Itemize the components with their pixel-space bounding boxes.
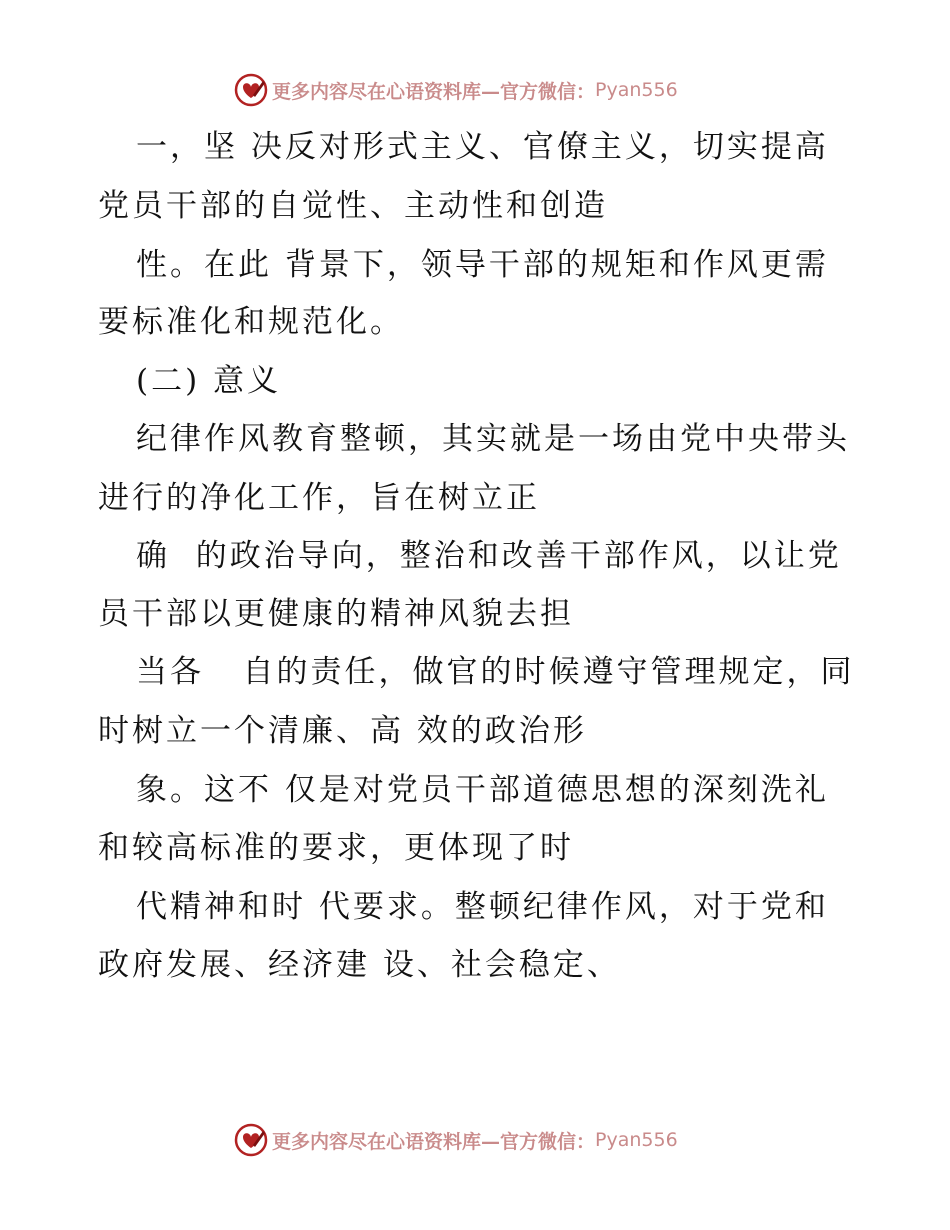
header-banner [234, 72, 678, 108]
paragraph-line: 当各 自的责任，做官的时候遵守管理规定，同 [136, 654, 855, 690]
section-heading: (二) 意义 [136, 363, 282, 399]
paragraph-line: 员干部以更健康的精神风貌去担 [98, 596, 574, 632]
paragraph-line: 象。这不 仅是对党员干部道德思想的深刻洗礼 [136, 772, 829, 808]
paragraph-line: 政府发展、经济建 设、社会稳定、 [98, 947, 621, 983]
paragraph-line: 时树立一个清廉、高 效的政治形 [98, 713, 587, 749]
header-wechat-id: Pyan556 [595, 79, 678, 101]
paragraph-line: 党员干部的自觉性、主动性和创造 [98, 188, 608, 224]
footer-banner [234, 1122, 678, 1158]
header-banner-text: 更多内容尽在心语资料库—官方微信： [272, 80, 596, 103]
footer-banner-text: 更多内容尽在心语资料库—官方微信： [272, 1130, 596, 1153]
footer-wechat-id: Pyan556 [595, 1129, 678, 1151]
heart-pen-logo-icon [234, 73, 268, 107]
paragraph-line: 代精神和时 代要求。整顿纪律作风，对于党和 [136, 889, 829, 925]
paragraph-line: 确 的政治导向，整治和改善干部作风，以让党 [136, 538, 842, 574]
paragraph-line: 进行的净化工作，旨在树立正 [98, 480, 540, 516]
heart-pen-logo-icon [234, 1123, 268, 1157]
paragraph-line: 一，坚 决反对形式主义、官僚主义，切实提高 [136, 129, 829, 165]
paragraph-line: 要标准化和规范化。 [98, 304, 404, 340]
paragraph-line: 纪律作风教育整顿，其实就是一场由党中央带头 [136, 421, 850, 457]
paragraph-line: 性。在此 背景下，领导干部的规矩和作风更需 [136, 247, 829, 283]
paragraph-line: 和较高标准的要求，更体现了时 [98, 830, 574, 866]
